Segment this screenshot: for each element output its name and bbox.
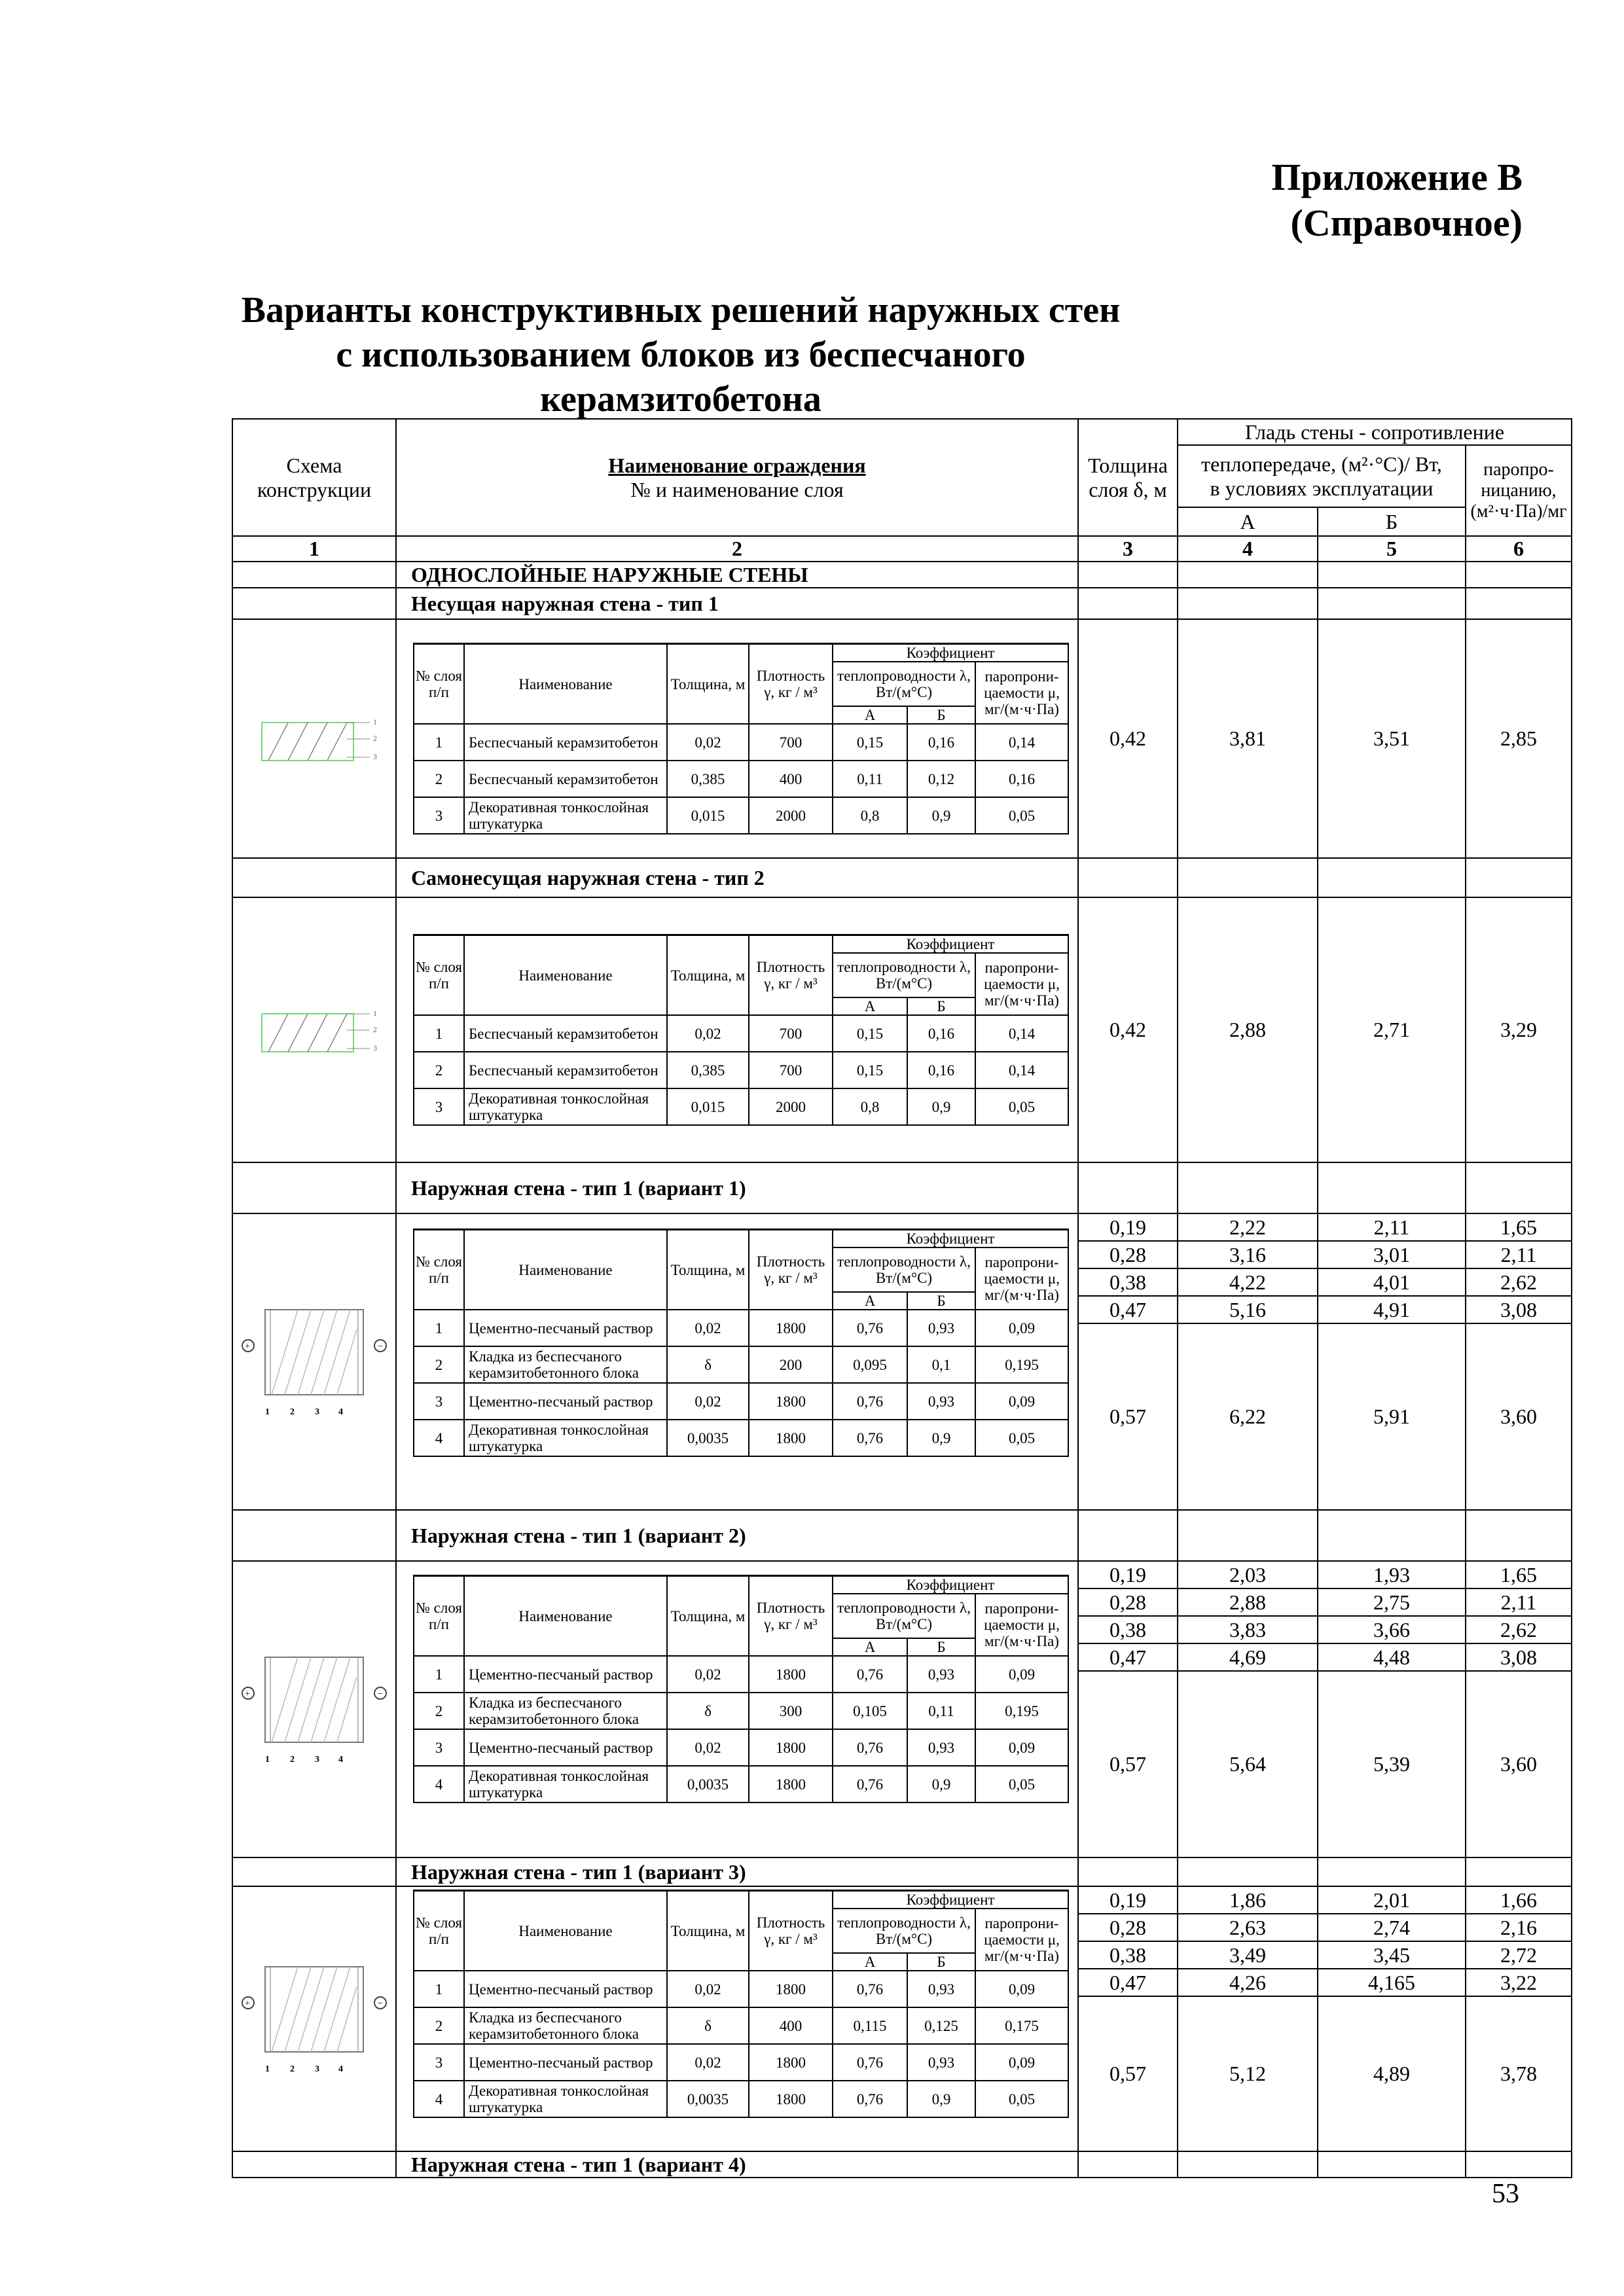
col-num-2: 2 [396, 536, 1078, 562]
svg-text:1: 1 [265, 2064, 270, 2074]
layer-row: 3 Цементно-песчаный раствор 0,02 1800 0,76 0,93 0,09 [414, 1729, 1068, 1766]
schema-cell [232, 1886, 396, 2151]
svg-text:+: + [245, 1689, 250, 1699]
wall-schema-icon [249, 991, 380, 1069]
header-vapor: паропро-ницанию, (м²·ч·Па)/мг [1466, 445, 1572, 536]
layer-row: 3 Цементно-песчаный раствор 0,02 1800 0,76 0,93 0,09 [414, 1383, 1068, 1420]
section-title: Наружная стена - тип 1 (вариант 3) [396, 1857, 1078, 1886]
resistance-a-values: 2,22 3,16 4,22 5,16 6,22 [1178, 1213, 1318, 1510]
thickness-value: 0,42 [1078, 897, 1178, 1162]
resistance-b-value: 3,51 [1318, 619, 1466, 858]
appendix-label [1271, 154, 1523, 246]
vapor-value: 2,85 [1466, 619, 1572, 858]
layer-row: 2 Кладка из беспесчаного керамзитобетонного блока δ 200 0,095 0,1 0,195 [414, 1346, 1068, 1383]
svg-text:+: + [245, 1341, 250, 1352]
wall-section-schema-icon [239, 1287, 389, 1437]
schema-cell [232, 897, 396, 1162]
svg-text:1: 1 [373, 1008, 377, 1018]
layer-row: 2 Беспесчаный керамзитобетон 0,385 400 0,11 0,12 0,16 [414, 761, 1068, 797]
layers-cell [396, 1886, 1078, 2151]
layers-table: № слоя п/п Наименование Толщина, м Плотность γ, кг / м³ Коэффициент теплопроводности λ, Вт/(м°С) паропрони-цаемости μ, мг/(м·ч·Па) А Б 1 Беспесчаный керамзитобетон 0,02 700 0,15 0,16 0,14 2 Беспесчаный керамзитобетон 0,385 700 0,15 0,16 0,14 3 Декоративная тонкослойная штукатурка 0,015 2000 0,8 0,9 0,05 [413, 934, 1069, 1126]
layer-row: 4 Декоративная тонкослойная штукатурка 0,0035 1800 0,76 0,9 0,05 [414, 1766, 1068, 1803]
resistance-b-value: 2,71 [1318, 897, 1466, 1162]
header-col-b: Б [1318, 507, 1466, 536]
section-title: Наружная стена - тип 1 (вариант 4) [396, 2151, 1078, 2178]
svg-text:2: 2 [290, 2064, 295, 2074]
svg-text:+: + [245, 1998, 250, 2009]
schema-cell [232, 1213, 396, 1510]
appendix-note: (Справочное) [1290, 202, 1523, 244]
single-layer-title: ОДНОСЛОЙНЫЕ НАРУЖНЫЕ СТЕНЫ [396, 562, 1078, 588]
layer-row: 1 Цементно-песчаный раствор 0,02 1800 0,76 0,93 0,09 [414, 1656, 1068, 1693]
layer-row: 2 Кладка из беспесчаного керамзитобетонного блока δ 300 0,105 0,11 0,195 [414, 1693, 1068, 1729]
layers-table: № слоя п/п Наименование Толщина, м Плотность γ, кг / м³ Коэффициент теплопроводности λ, Вт/(м°С) паропрони-цаемости μ, мг/(м·ч·Па) А Б 1 Цементно-песчаный раствор 0,02 1800 0,76 0,93 0,09 2 Кладка из беспесчаного керамзитобетонного блока δ 200 0,095 0,1 0,195 3 Цементно-песчаный раствор 0,02 1800 0,76 0,93 0,09 4 Декоративная тонкослойная штукатурка 0,0035 1800 0,76 0,9 0,05 [413, 1229, 1069, 1457]
resistance-a-values: 1,86 2,63 3,49 4,26 5,12 [1178, 1886, 1318, 2151]
layers-table: № слоя п/п Наименование Толщина, м Плотность γ, кг / м³ Коэффициент теплопроводности λ, Вт/(м°С) паропрони-цаемости μ, мг/(м·ч·Па) А Б 1 Беспесчаный керамзитобетон 0,02 700 0,15 0,16 0,14 2 Беспесчаный керамзитобетон 0,385 400 0,11 0,12 0,16 3 Декоративная тонкослойная штукатурка 0,015 2000 0,8 0,9 0,05 [413, 643, 1069, 834]
thickness-values: 0,19 0,28 0,38 0,47 0,57 [1078, 1561, 1178, 1857]
svg-text:1: 1 [265, 1407, 270, 1417]
resistance-b-values: 1,93 2,75 3,66 4,48 5,39 [1318, 1561, 1466, 1857]
header-group: Гладь стены - сопротивление [1178, 419, 1572, 445]
svg-text:−: − [378, 1341, 383, 1352]
resistance-a-values: 2,03 2,88 3,83 4,69 5,64 [1178, 1561, 1318, 1857]
layer-row: 1 Цементно-песчаный раствор 0,02 1800 0,76 0,93 0,09 [414, 1310, 1068, 1346]
layer-row: 1 Цементно-песчаный раствор 0,02 1800 0,76 0,93 0,09 [414, 1971, 1068, 2007]
header-name-main: Наименование ограждения [608, 453, 866, 477]
layers-table: № слоя п/п Наименование Толщина, м Плотность γ, кг / м³ Коэффициент теплопроводности λ, Вт/(м°С) паропрони-цаемости μ, мг/(м·ч·Па) А Б 1 Цементно-песчаный раствор 0,02 1800 0,76 0,93 0,09 2 Кладка из беспесчаного керамзитобетонного блока δ 400 0,115 0,125 0,175 3 Цементно-песчаный раствор 0,02 1800 0,76 0,93 0,09 4 Декоративная тонкослойная штукатурка 0,0035 1800 0,76 0,9 0,05 [413, 1890, 1069, 2118]
svg-text:2: 2 [373, 1024, 377, 1034]
layer-row: 1 Беспесчаный керамзитобетон 0,02 700 0,15 0,16 0,14 [414, 1015, 1068, 1052]
svg-text:1: 1 [373, 717, 377, 726]
col-num-1: 1 [232, 536, 396, 562]
svg-text:2: 2 [290, 1754, 295, 1765]
svg-text:4: 4 [338, 1754, 343, 1765]
page-title [232, 288, 1129, 422]
section-title: Наружная стена - тип 1 (вариант 2) [396, 1510, 1078, 1561]
wall-section-schema-icon [239, 1944, 389, 2094]
svg-text:−: − [378, 1998, 383, 2009]
svg-text:4: 4 [338, 1407, 343, 1417]
appendix-title: Приложение В [1271, 156, 1523, 198]
col-num-5: 5 [1318, 536, 1466, 562]
layer-row: 1 Беспесчаный керамзитобетон 0,02 700 0,15 0,16 0,14 [414, 724, 1068, 761]
svg-text:2: 2 [373, 733, 377, 743]
resistance-a-value: 2,88 [1178, 897, 1318, 1162]
header-heat [1178, 445, 1466, 507]
walls-table [232, 418, 1572, 2178]
layers-cell [396, 1213, 1078, 1510]
svg-text:2: 2 [290, 1407, 295, 1417]
layer-row: 2 Кладка из беспесчаного керамзитобетонного блока δ 400 0,115 0,125 0,175 [414, 2007, 1068, 2044]
svg-text:3: 3 [315, 2064, 319, 2074]
col-num-4: 4 [1178, 536, 1318, 562]
layer-row: 3 Декоративная тонкослойная штукатурка 0,015 2000 0,8 0,9 0,05 [414, 797, 1068, 834]
resistance-a-value: 3,81 [1178, 619, 1318, 858]
header-col-a: А [1178, 507, 1318, 536]
header-heat-line2: в условиях эксплуатации [1210, 476, 1434, 500]
title-line-1: Варианты конструктивных решений наружных стен [241, 290, 1121, 331]
vapor-values: 1,65 2,11 2,62 3,08 3,60 [1466, 1561, 1572, 1857]
section-title: Наружная стена - тип 1 (вариант 1) [396, 1162, 1078, 1213]
section-title: Несущая наружная стена - тип 1 [396, 588, 1078, 619]
schema-cell [232, 1561, 396, 1857]
thickness-values: 0,19 0,28 0,38 0,47 0,57 [1078, 1213, 1178, 1510]
thickness-values: 0,19 0,28 0,38 0,47 0,57 [1078, 1886, 1178, 2151]
svg-text:3: 3 [315, 1407, 319, 1417]
header-name [396, 419, 1078, 536]
layers-table: № слоя п/п Наименование Толщина, м Плотность γ, кг / м³ Коэффициент теплопроводности λ, Вт/(м°С) паропрони-цаемости μ, мг/(м·ч·Па) А Б 1 Цементно-песчаный раствор 0,02 1800 0,76 0,93 0,09 2 Кладка из беспесчаного керамзитобетонного блока δ 300 0,105 0,11 0,195 3 Цементно-песчаный раствор 0,02 1800 0,76 0,93 0,09 4 Декоративная тонкослойная штукатурка 0,0035 1800 0,76 0,9 0,05 [413, 1575, 1069, 1803]
schema-cell [232, 619, 396, 858]
header-thickness: Толщина слоя δ, м [1078, 419, 1178, 536]
svg-text:3: 3 [373, 751, 377, 761]
svg-text:3: 3 [315, 1754, 319, 1765]
layers-cell [396, 1561, 1078, 1857]
wall-schema-icon [249, 700, 380, 778]
layer-row: 4 Декоративная тонкослойная штукатурка 0,0035 1800 0,76 0,9 0,05 [414, 2081, 1068, 2117]
section-title: Самонесущая наружная стена - тип 2 [396, 858, 1078, 897]
header-name-sub: № и наименование слоя [630, 477, 844, 501]
vapor-values: 1,65 2,11 2,62 3,08 3,60 [1466, 1213, 1572, 1510]
svg-text:1: 1 [265, 1754, 270, 1765]
svg-text:4: 4 [338, 2064, 343, 2074]
svg-text:−: − [378, 1689, 383, 1699]
resistance-b-values: 2,11 3,01 4,01 4,91 5,91 [1318, 1213, 1466, 1510]
thickness-value: 0,42 [1078, 619, 1178, 858]
wall-section-schema-icon [239, 1634, 389, 1785]
header-heat-line1: теплопередаче, (м²·°С)/ Вт, [1201, 452, 1442, 476]
layer-row: 3 Декоративная тонкослойная штукатурка 0,015 2000 0,8 0,9 0,05 [414, 1088, 1068, 1125]
col-num-6: 6 [1466, 536, 1572, 562]
layers-cell [396, 619, 1078, 858]
layers-cell [396, 897, 1078, 1162]
layer-row: 4 Декоративная тонкослойная штукатурка 0,0035 1800 0,76 0,9 0,05 [414, 1420, 1068, 1456]
resistance-b-values: 2,01 2,74 3,45 4,165 4,89 [1318, 1886, 1466, 2151]
title-line-2: с использованием блоков из беспесчаного керамзитобетона [336, 334, 1026, 420]
layer-row: 2 Беспесчаный керамзитобетон 0,385 700 0,15 0,16 0,14 [414, 1052, 1068, 1088]
layer-row: 3 Цементно-песчаный раствор 0,02 1800 0,76 0,93 0,09 [414, 2044, 1068, 2081]
svg-text:3: 3 [373, 1043, 377, 1052]
col-num-3: 3 [1078, 536, 1178, 562]
page-number: 53 [1492, 2179, 1519, 2209]
vapor-value: 3,29 [1466, 897, 1572, 1162]
vapor-values: 1,66 2,16 2,72 3,22 3,78 [1466, 1886, 1572, 2151]
header-schema: Схема конструкции [232, 419, 396, 536]
